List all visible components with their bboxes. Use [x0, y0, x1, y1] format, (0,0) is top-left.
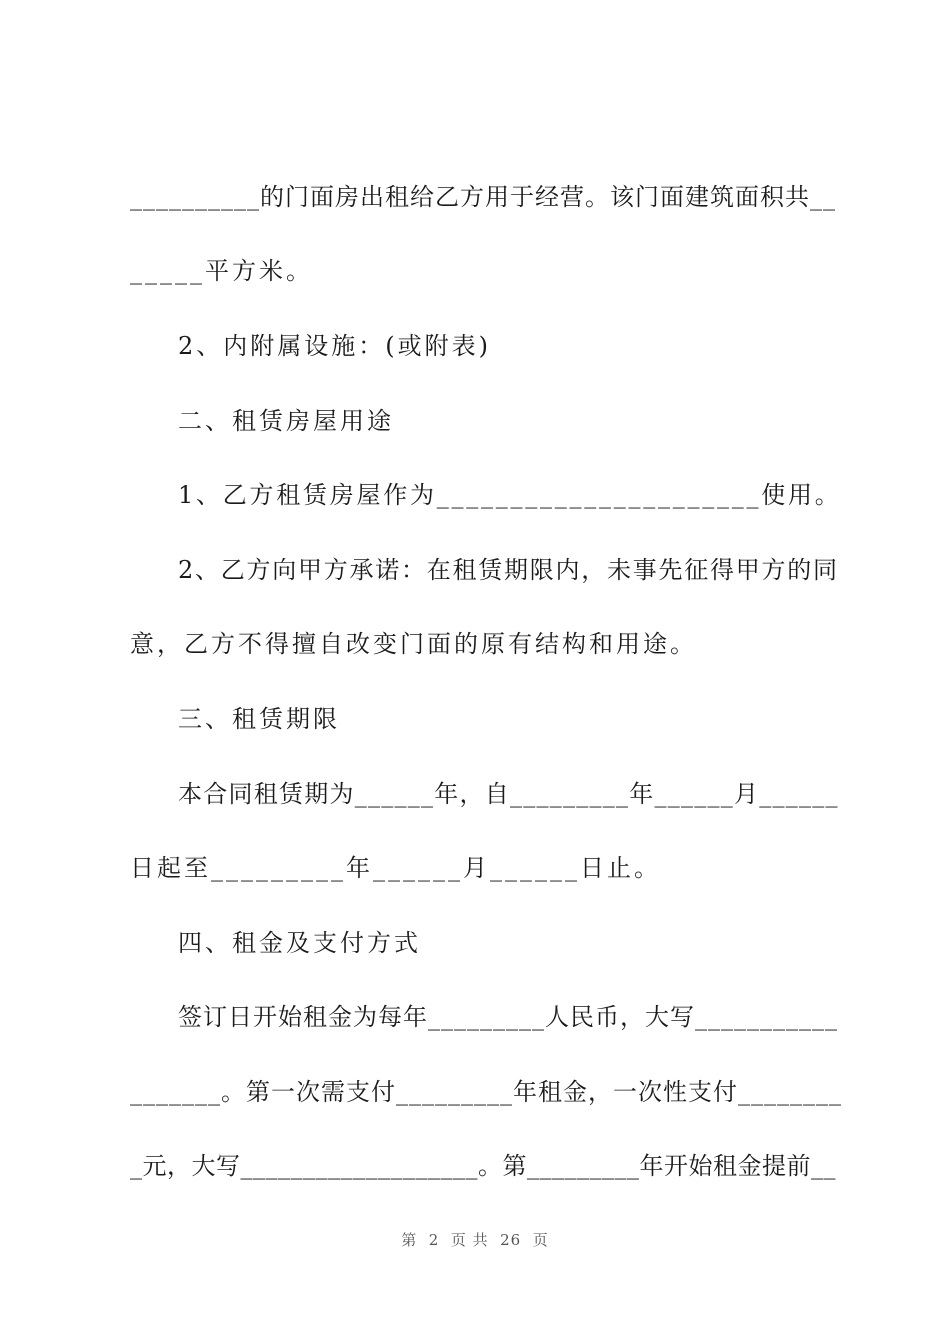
section-heading: 三、租赁期限 — [178, 705, 340, 733]
paragraph-line: _____平方米。 — [130, 257, 313, 285]
paragraph-line: 日起至_________年______月______日止。 — [130, 854, 661, 882]
paragraph-line: 签订日开始租金为每年_________人民币，大写___________ — [178, 1003, 838, 1031]
section-heading: 四、租金及支付方式 — [178, 929, 421, 957]
paragraph-line: __________的门面房出租给乙方用于经营。该门面建筑面积共__ — [130, 183, 836, 211]
paragraph-line: _元，大写___________________。第_________年开始租金提前__ — [130, 1152, 836, 1180]
paragraph-line: 意，乙方不得擅自改变门面的原有结构和用途。 — [130, 630, 697, 658]
paragraph-line: _______。第一次需支付_________年租金，一次性支付________ — [130, 1078, 842, 1106]
paragraph-line: 2、内附属设施：(或附表) — [178, 332, 491, 360]
paragraph-line: 本合同租赁期为______年，自_________年______月______ — [178, 780, 839, 808]
section-heading: 二、租赁房屋用途 — [178, 407, 394, 435]
paragraph-line: 2、乙方向甲方承诺：在租赁期限内，未事先征得甲方的同 — [178, 556, 839, 584]
paragraph-line: 1、乙方租赁房屋作为______________________使用。 — [178, 481, 842, 509]
page-number-footer: 第 2 页 共 26 页 — [401, 1231, 549, 1249]
